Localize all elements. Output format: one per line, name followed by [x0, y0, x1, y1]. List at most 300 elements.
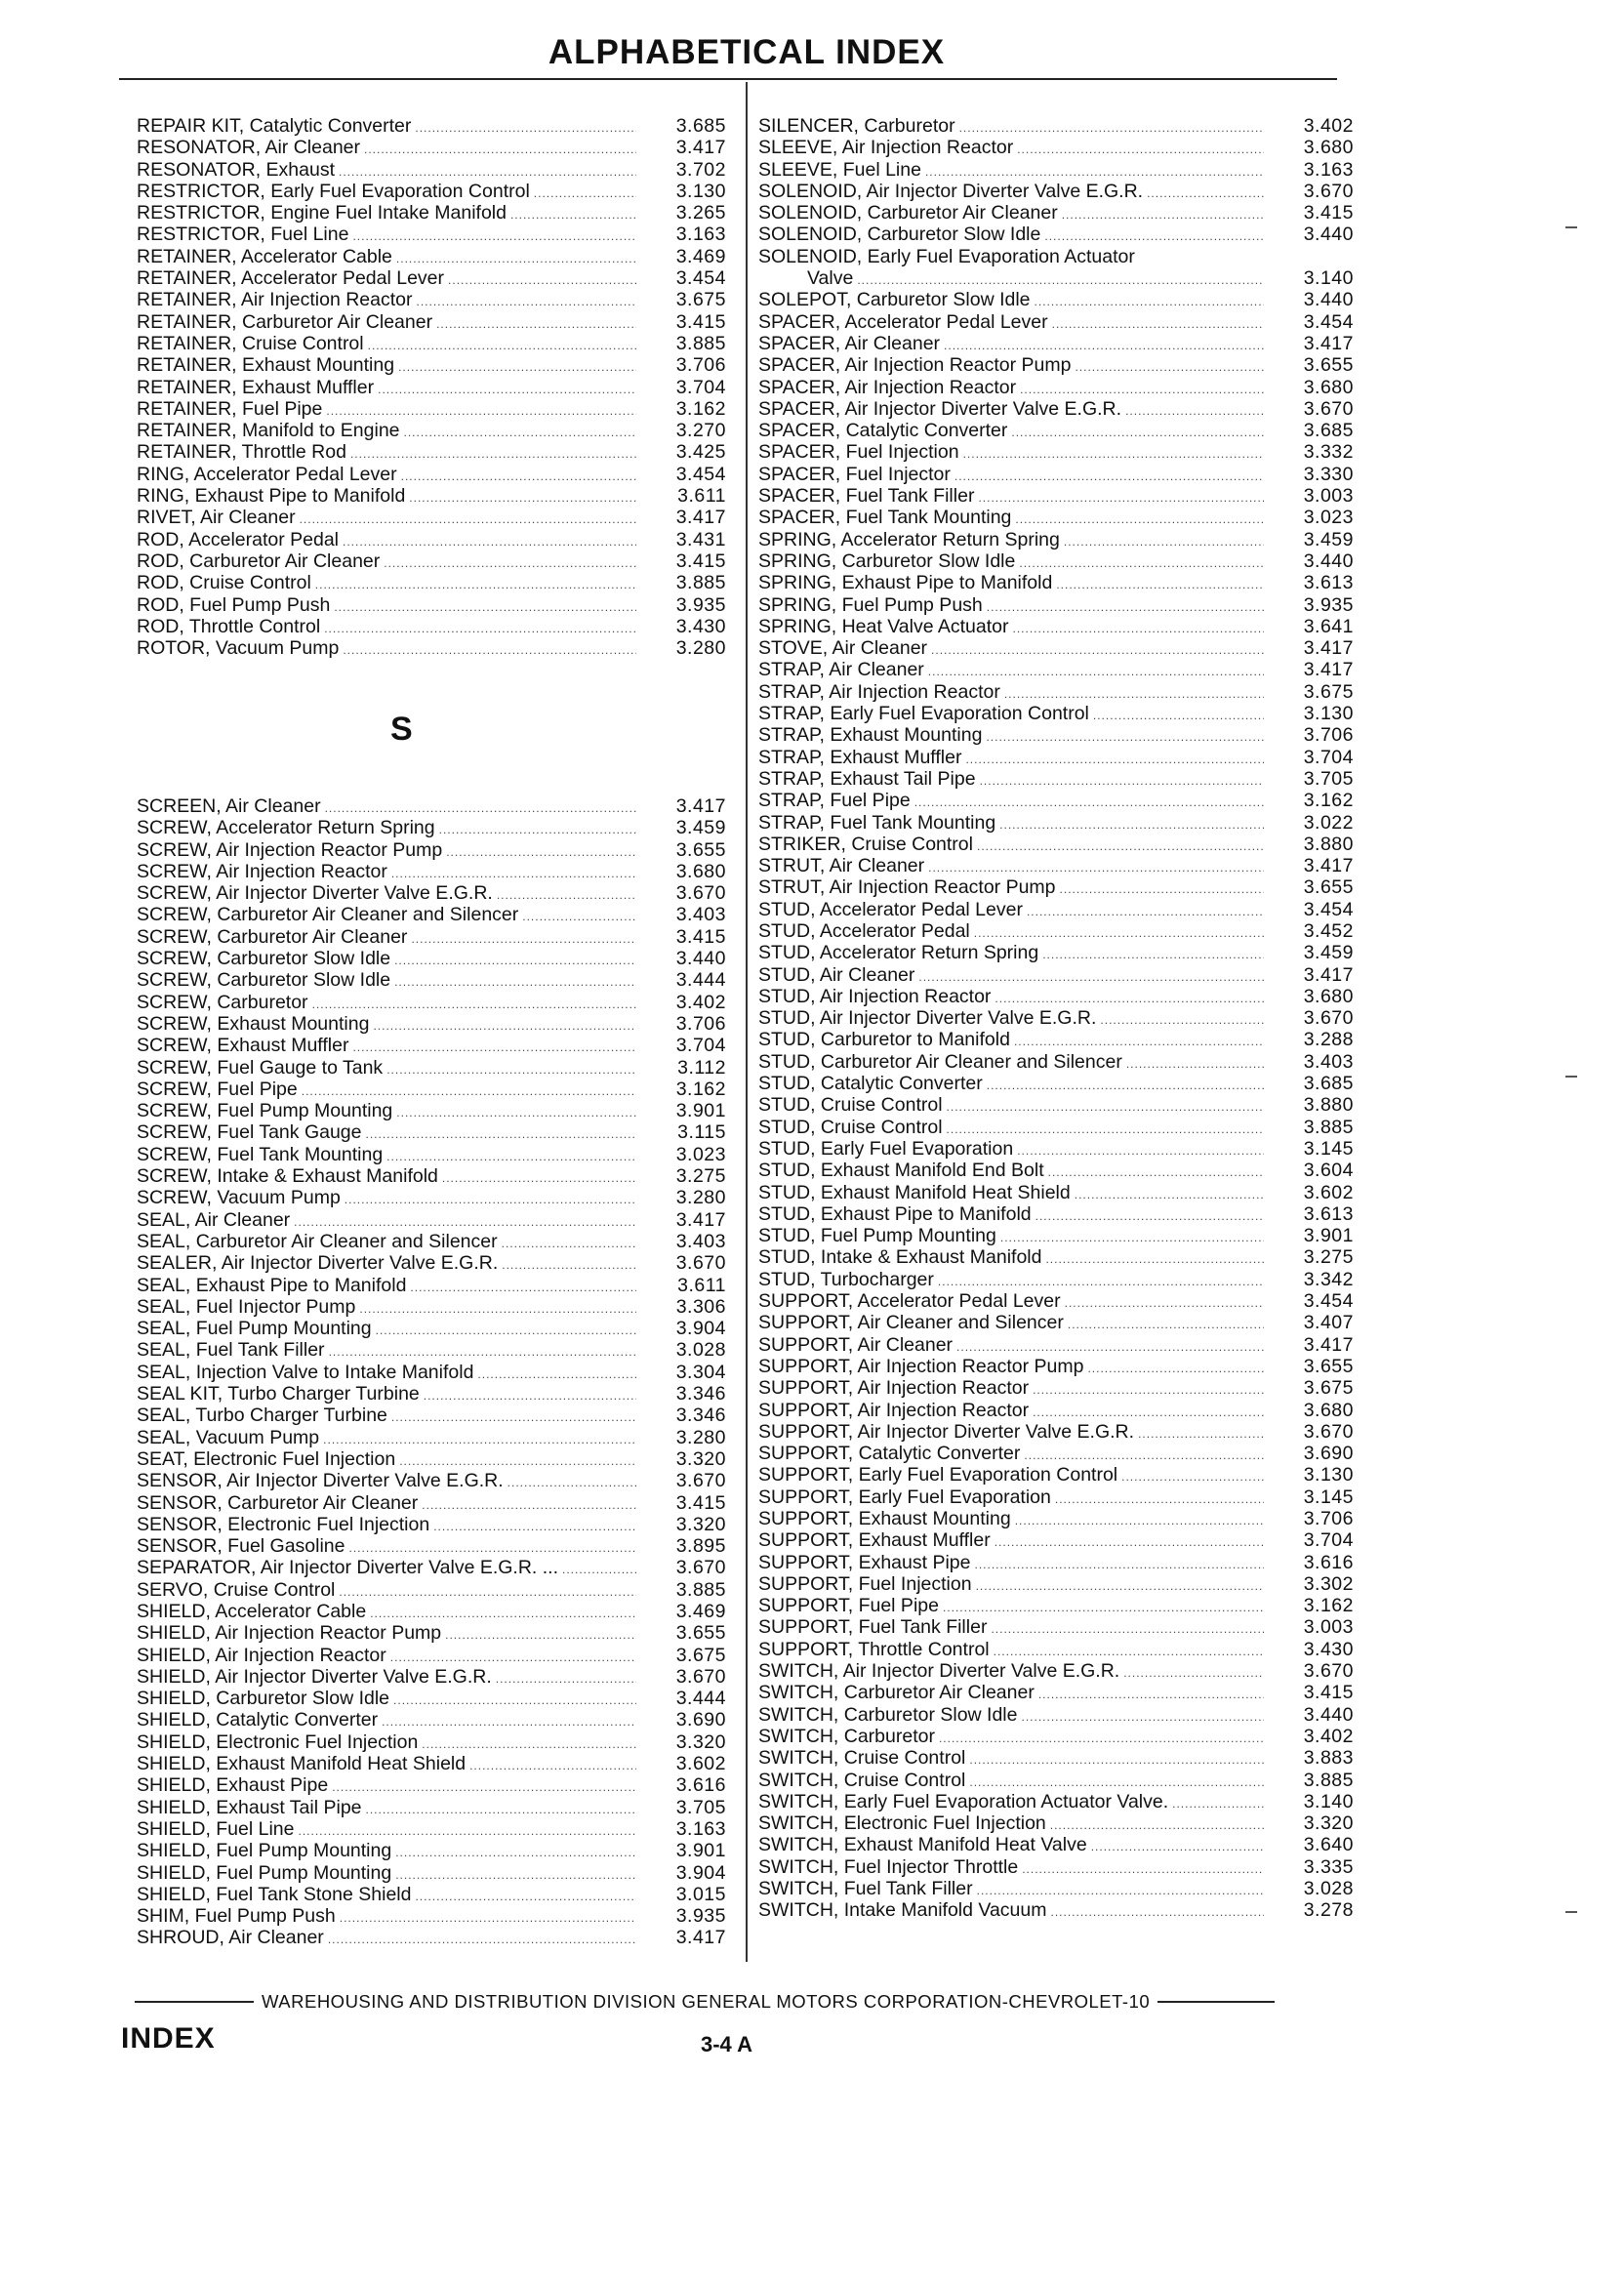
- dot-leader: [422, 1733, 636, 1755]
- entry-name: STRAP, Early Fuel Evaporation Control: [758, 703, 1089, 725]
- entry-name: SUPPORT, Accelerator Pedal Lever: [758, 1290, 1061, 1313]
- index-entry: [758, 964, 1354, 986]
- dot-leader: [315, 574, 636, 595]
- entry-page: 3.901: [1303, 1225, 1354, 1247]
- dot-leader: [1048, 1161, 1264, 1183]
- entry-name: SPACER, Fuel Tank Mounting: [758, 507, 1012, 529]
- index-entry: [137, 948, 726, 969]
- entry-name: STRAP, Fuel Tank Mounting: [758, 811, 996, 834]
- right-column: [758, 115, 1354, 1922]
- entry-page: 3.162: [1303, 790, 1354, 812]
- entry-name: SEAL, Vacuum Pump: [137, 1426, 320, 1448]
- entry-name: STUD, Accelerator Pedal Lever: [758, 898, 1023, 920]
- entry-page: 3.454: [1303, 1290, 1354, 1313]
- index-entry: [758, 1073, 1354, 1094]
- dot-leader: [1056, 574, 1264, 595]
- entry-page: 3.145: [1303, 1486, 1354, 1508]
- entry-name: SCREW, Accelerator Return Spring: [137, 817, 435, 839]
- index-entry: [758, 485, 1354, 507]
- entry-page: 3.417: [675, 795, 726, 817]
- entry-page: 3.459: [675, 817, 726, 839]
- index-entry: [137, 1470, 726, 1491]
- index-entry: [137, 1079, 726, 1100]
- entry-page: 3.330: [1303, 463, 1354, 485]
- index-entry: [137, 1601, 726, 1622]
- entry-name: SCREW, Carburetor Slow Idle: [137, 948, 391, 970]
- entry-name: SPACER, Catalytic Converter: [758, 420, 1008, 442]
- index-entry: [137, 1622, 726, 1644]
- entry-name: SCREW, Fuel Tank Gauge: [137, 1121, 362, 1144]
- dot-leader: [1024, 1445, 1264, 1466]
- entry-page: 3.140: [1303, 267, 1354, 290]
- index-entry: [137, 246, 726, 267]
- entry-page: 3.280: [675, 637, 726, 660]
- entry-name: SOLENOID, Early Fuel Evaporation Actuator: [758, 245, 1135, 267]
- entry-page: 3.611: [677, 485, 726, 508]
- index-entry: [758, 181, 1354, 202]
- dot-leader: [378, 379, 636, 400]
- index-entry: [137, 289, 726, 310]
- entry-page: 3.705: [1303, 767, 1354, 790]
- entry-page: 3.670: [675, 1665, 726, 1688]
- entry-name: SHIELD, Catalytic Converter: [137, 1709, 379, 1731]
- entry-page: 3.880: [1303, 1094, 1354, 1117]
- dot-leader: [396, 1102, 636, 1123]
- entry-name: SWITCH, Carburetor Slow Idle: [758, 1703, 1018, 1726]
- entry-name: SOLENOID, Carburetor Air Cleaner: [758, 202, 1058, 224]
- entry-page: 3.670: [1303, 397, 1354, 420]
- dot-leader: [416, 291, 636, 312]
- entry-name: STRAP, Exhaust Tail Pipe: [758, 767, 976, 790]
- dot-leader: [502, 1233, 636, 1254]
- index-entry: [758, 1616, 1354, 1638]
- entry-page: 3.675: [675, 1644, 726, 1666]
- entry-name: SUPPORT, Fuel Injection: [758, 1572, 972, 1595]
- index-entry: [137, 1231, 726, 1252]
- entry-page: 3.706: [1303, 724, 1354, 747]
- dot-leader: [1138, 1423, 1264, 1445]
- dot-leader: [522, 906, 636, 927]
- dot-leader: [1033, 1402, 1264, 1423]
- index-entry: [758, 834, 1354, 855]
- dot-leader: [469, 1755, 636, 1776]
- index-entry: [137, 1035, 726, 1056]
- entry-page: 3.415: [675, 1491, 726, 1514]
- entry-name: SEAL, Air Cleaner: [137, 1208, 291, 1231]
- entry-page: 3.469: [675, 1600, 726, 1622]
- dot-leader: [325, 797, 636, 819]
- index-entry: [758, 1770, 1354, 1791]
- dot-leader: [1123, 1662, 1264, 1684]
- entry-name: SHIELD, Exhaust Manifold Heat Shield: [137, 1753, 467, 1775]
- entry-page: 3.342: [1303, 1268, 1354, 1290]
- entry-page: 3.130: [1303, 1464, 1354, 1486]
- entry-name: ROD, Cruise Control: [137, 572, 311, 594]
- index-entry: [758, 876, 1354, 898]
- index-entry: [137, 1557, 726, 1578]
- margin-mark: [1565, 1076, 1577, 1078]
- index-entry: [137, 969, 726, 991]
- entry-name: SCREW, Vacuum Pump: [137, 1187, 341, 1209]
- entry-name: SWITCH, Cruise Control: [758, 1747, 966, 1770]
- entry-name: SHIELD, Electronic Fuel Injection: [137, 1730, 419, 1753]
- entry-name: SHIELD, Fuel Pump Mounting: [137, 1861, 392, 1884]
- index-entry: [137, 377, 726, 398]
- left-column-top: [137, 115, 726, 659]
- entry-name: SPRING, Accelerator Return Spring: [758, 528, 1060, 550]
- entry-page: 3.680: [1303, 1399, 1354, 1421]
- dot-leader: [343, 531, 636, 552]
- index-entry: [137, 1339, 726, 1361]
- entry-page: 3.417: [675, 137, 726, 159]
- entry-name: SEPARATOR, Air Injector Diverter Valve E.G.R. ...: [137, 1557, 559, 1579]
- dot-leader: [1051, 1901, 1265, 1923]
- entry-name: STUD, Exhaust Pipe to Manifold: [758, 1202, 1032, 1225]
- entry-name: STRAP, Fuel Pipe: [758, 790, 911, 812]
- entry-page: 3.023: [675, 1143, 726, 1165]
- entry-page: 3.402: [1303, 115, 1354, 137]
- entry-page: 3.640: [1303, 1834, 1354, 1856]
- dot-leader: [1022, 1858, 1264, 1880]
- index-entry: [137, 181, 726, 202]
- entry-page: 3.454: [1303, 898, 1354, 920]
- entry-name: SPACER, Air Injection Reactor: [758, 376, 1017, 398]
- entry-page: 3.655: [1303, 354, 1354, 377]
- dot-leader: [1052, 313, 1264, 335]
- entry-name: STUD, Intake & Exhaust Manifold: [758, 1246, 1042, 1269]
- dot-leader: [1035, 291, 1264, 312]
- dot-leader: [442, 1167, 636, 1189]
- index-entry: [758, 1007, 1354, 1029]
- entry-page: 3.670: [675, 1252, 726, 1275]
- entry-page: 3.278: [1303, 1899, 1354, 1922]
- index-entry: [758, 703, 1354, 724]
- dot-leader: [980, 770, 1264, 792]
- index-entry: [137, 1209, 726, 1231]
- entry-page: 3.163: [675, 1817, 726, 1840]
- entry-page: 3.454: [675, 463, 726, 485]
- index-entry: [137, 1296, 726, 1318]
- entry-page: 3.145: [1303, 1137, 1354, 1160]
- index-entry: [137, 1383, 726, 1405]
- dot-leader: [928, 661, 1264, 682]
- entry-page: 3.706: [1303, 1508, 1354, 1529]
- entry-name: STUD, Air Cleaner: [758, 963, 915, 986]
- entry-name: STUD, Carburetor Air Cleaner and Silencer: [758, 1050, 1122, 1073]
- dot-leader: [999, 814, 1264, 835]
- dot-leader: [1060, 878, 1264, 900]
- dot-leader: [339, 1581, 636, 1603]
- entry-name: SHIELD, Air Injector Diverter Valve E.G.R.: [137, 1665, 492, 1688]
- dot-leader: [1126, 1053, 1264, 1075]
- index-entry: [758, 507, 1354, 528]
- dot-leader: [393, 1690, 636, 1711]
- entry-page: 3.440: [1303, 550, 1354, 572]
- index-entry: [758, 1160, 1354, 1181]
- entry-page: 3.680: [675, 860, 726, 882]
- dot-leader: [943, 1597, 1264, 1618]
- index-entry: [137, 1797, 726, 1818]
- entry-page: 3.655: [1303, 1355, 1354, 1377]
- dot-leader: [562, 1559, 636, 1580]
- entry-name: SUPPORT, Air Injection Reactor: [758, 1399, 1030, 1421]
- index-entry: [137, 992, 726, 1013]
- entry-page: 3.417: [1303, 1333, 1354, 1356]
- dot-leader: [324, 618, 636, 639]
- index-entry: [758, 1029, 1354, 1050]
- index-entry: [137, 1187, 726, 1208]
- index-entry: [137, 115, 726, 137]
- entry-page: 3.706: [675, 354, 726, 377]
- entry-name: SPACER, Air Injector Diverter Valve E.G.R.: [758, 397, 1122, 420]
- dot-leader: [925, 161, 1264, 183]
- entry-page: 3.680: [1303, 376, 1354, 398]
- entry-name: SLEEVE, Air Injection Reactor: [758, 137, 1014, 159]
- entry-page: 3.885: [1303, 1769, 1354, 1791]
- dot-leader: [965, 749, 1264, 770]
- dot-leader: [1015, 1510, 1264, 1531]
- dot-leader: [391, 1406, 636, 1428]
- dot-leader: [1064, 531, 1264, 552]
- index-entry: [758, 855, 1354, 876]
- index-entry: [137, 159, 726, 181]
- entry-page: 3.403: [675, 1230, 726, 1252]
- index-entry: [137, 1144, 726, 1165]
- entry-page: 3.302: [1303, 1572, 1354, 1595]
- entry-page: 3.655: [675, 838, 726, 861]
- index-entry: [137, 1905, 726, 1927]
- entry-name: SCREW, Exhaust Muffler: [137, 1035, 349, 1057]
- dot-leader: [352, 225, 636, 247]
- entry-name: STUD, Early Fuel Evaporation: [758, 1137, 1014, 1160]
- index-entry: [758, 1595, 1354, 1616]
- dot-leader: [975, 1554, 1265, 1575]
- index-entry: [758, 1747, 1354, 1769]
- entry-page: 3.335: [1303, 1855, 1354, 1878]
- dot-leader: [931, 639, 1264, 661]
- index-entry: [758, 1660, 1354, 1682]
- dot-leader: [394, 950, 636, 971]
- entry-page: 3.306: [675, 1295, 726, 1318]
- entry-name: SPACER, Air Cleaner: [758, 332, 941, 354]
- index-entry: [137, 1645, 726, 1666]
- entry-name: STRAP, Exhaust Muffler: [758, 746, 962, 768]
- index-entry: [137, 1884, 726, 1905]
- index-entry: [758, 572, 1354, 593]
- dot-leader: [332, 1776, 636, 1798]
- dot-leader: [978, 487, 1264, 509]
- entry-name: SPACER, Fuel Injection: [758, 441, 959, 464]
- dot-leader: [939, 1728, 1264, 1749]
- dot-leader: [399, 1450, 636, 1472]
- dot-leader: [918, 966, 1264, 988]
- margin-mark: [1565, 226, 1577, 228]
- index-entry: [137, 572, 726, 593]
- entry-name: ROTOR, Vacuum Pump: [137, 637, 340, 660]
- entry-name: SENSOR, Air Injector Diverter Valve E.G.R.: [137, 1470, 504, 1492]
- entry-page: 3.670: [1303, 1420, 1354, 1443]
- index-entry: [758, 724, 1354, 746]
- entry-name: SPACER, Accelerator Pedal Lever: [758, 310, 1048, 333]
- dot-leader: [974, 922, 1264, 944]
- dot-leader: [415, 117, 636, 139]
- dot-leader: [947, 1096, 1264, 1118]
- entry-name: SPRING, Fuel Pump Push: [758, 593, 983, 616]
- dot-leader: [1042, 944, 1264, 965]
- entry-name: RETAINER, Exhaust Muffler: [137, 376, 375, 398]
- dot-leader: [1091, 1836, 1264, 1857]
- index-entry: [758, 1878, 1354, 1899]
- index-entry: [758, 1508, 1354, 1529]
- dot-leader: [1017, 139, 1264, 160]
- entry-page: 3.417: [1303, 637, 1354, 660]
- dot-leader: [329, 1341, 636, 1363]
- dot-leader: [914, 792, 1264, 813]
- dot-leader: [294, 1211, 636, 1233]
- entry-name: RETAINER, Cruise Control: [137, 332, 364, 354]
- entry-name: SCREW, Fuel Gauge to Tank: [137, 1056, 384, 1079]
- dot-leader: [1038, 1684, 1264, 1705]
- entry-name: SWITCH, Intake Manifold Vacuum: [758, 1899, 1047, 1922]
- entry-page: 3.901: [675, 1840, 726, 1862]
- dot-leader: [411, 928, 636, 950]
- index-entry: [137, 594, 726, 616]
- entry-name: RESTRICTOR, Fuel Line: [137, 224, 349, 246]
- dot-leader: [386, 1146, 636, 1167]
- entry-name: SCREW, Carburetor Air Cleaner and Silencer: [137, 904, 519, 926]
- entry-name: SOLENOID, Carburetor Slow Idle: [758, 224, 1041, 246]
- dot-leader: [976, 1575, 1264, 1597]
- entry-page: 3.454: [675, 267, 726, 290]
- dot-leader: [352, 1037, 636, 1058]
- entry-name: STRAP, Exhaust Mounting: [758, 724, 983, 747]
- index-entry: [758, 986, 1354, 1007]
- index-entry: [137, 1753, 726, 1774]
- index-entry: [137, 1731, 726, 1753]
- index-entry: [758, 637, 1354, 659]
- entry-name: SPACER, Fuel Injector: [758, 463, 951, 485]
- entry-name: SWITCH, Carburetor Air Cleaner: [758, 1682, 1035, 1704]
- dot-leader: [364, 139, 636, 160]
- index-entry: [758, 942, 1354, 963]
- entry-name: SLEEVE, Fuel Line: [758, 158, 921, 181]
- dot-leader: [963, 443, 1264, 465]
- dot-leader: [396, 248, 636, 269]
- entry-page: 3.417: [1303, 659, 1354, 681]
- index-entry: [758, 1377, 1354, 1399]
- dot-leader: [1015, 509, 1264, 530]
- entry-page: 3.402: [675, 991, 726, 1013]
- dot-leader: [326, 400, 636, 422]
- entry-name: STUD, Catalytic Converter: [758, 1073, 983, 1095]
- index-entry: [758, 1246, 1354, 1268]
- index-entry: [758, 1269, 1354, 1290]
- entry-page: 3.602: [675, 1753, 726, 1775]
- entry-page: 3.444: [675, 1688, 726, 1710]
- entry-name: ROD, Carburetor Air Cleaner: [137, 550, 381, 572]
- dot-leader: [502, 1254, 636, 1276]
- entry-name: ROD, Fuel Pump Push: [137, 593, 331, 616]
- index-entry: [758, 529, 1354, 550]
- index-entry: [758, 1704, 1354, 1726]
- page-title: ALPHABETICAL INDEX: [548, 33, 946, 71]
- entry-page: 3.346: [675, 1405, 726, 1427]
- title-rule: [119, 78, 1337, 80]
- dot-leader: [969, 1771, 1264, 1793]
- index-entry: [758, 420, 1354, 441]
- dot-leader: [340, 1907, 636, 1929]
- entry-name: RESTRICTOR, Engine Fuel Intake Manifold: [137, 202, 507, 224]
- dot-leader: [386, 1059, 636, 1080]
- entry-page: 3.440: [1303, 224, 1354, 246]
- entry-name: STUD, Fuel Pump Mounting: [758, 1225, 996, 1247]
- entry-name: STUD, Exhaust Manifold End Bolt: [758, 1160, 1044, 1182]
- entry-page: 3.685: [1303, 420, 1354, 442]
- index-entry: [758, 1791, 1354, 1812]
- entry-page: 3.459: [1303, 528, 1354, 550]
- entry-name: RESTRICTOR, Early Fuel Evaporation Control: [137, 180, 530, 202]
- dot-leader: [1000, 1227, 1264, 1248]
- dot-leader: [1065, 1292, 1264, 1314]
- dot-leader: [373, 1015, 636, 1037]
- index-entry: [137, 1362, 726, 1383]
- entry-name: SUPPORT, Air Cleaner and Silencer: [758, 1312, 1064, 1334]
- index-entry: [137, 1840, 726, 1861]
- entry-name: SHIELD, Exhaust Tail Pipe: [137, 1796, 362, 1818]
- dot-leader: [954, 466, 1264, 487]
- entry-name: SEAL, Fuel Tank Filler: [137, 1339, 325, 1362]
- dot-leader: [409, 487, 636, 509]
- dot-leader: [986, 726, 1264, 748]
- entry-name: SERVO, Cruise Control: [137, 1578, 336, 1601]
- index-entry: [758, 311, 1354, 333]
- entry-page: 3.130: [675, 180, 726, 202]
- entry-name: SUPPORT, Air Injector Diverter Valve E.G.R.: [758, 1420, 1135, 1443]
- index-entry: [758, 899, 1354, 920]
- index-entry: [137, 1579, 726, 1601]
- index-entry: [137, 1165, 726, 1187]
- dot-leader: [991, 1618, 1264, 1640]
- entry-name: SPRING, Carburetor Slow Idle: [758, 550, 1016, 572]
- entry-page: 3.028: [675, 1339, 726, 1362]
- entry-page: 3.702: [675, 158, 726, 181]
- dot-leader: [339, 161, 636, 183]
- index-entry: [758, 1421, 1354, 1443]
- entry-name: SEAT, Electronic Fuel Injection: [137, 1447, 396, 1470]
- entry-page: 3.454: [1303, 310, 1354, 333]
- entry-page: 3.417: [1303, 855, 1354, 877]
- entry-page: 3.265: [675, 202, 726, 224]
- index-entry: [758, 333, 1354, 354]
- dot-leader: [312, 994, 636, 1015]
- index-entry: [758, 115, 1354, 137]
- footer-rule-right: [1157, 2001, 1275, 2003]
- index-entry: [137, 529, 726, 550]
- entry-name: STUD, Exhaust Manifold Heat Shield: [758, 1181, 1071, 1203]
- dot-leader: [508, 1472, 636, 1493]
- dot-leader: [1050, 1814, 1264, 1836]
- entry-page: 3.162: [1303, 1595, 1354, 1617]
- entry-name: SHROUD, Air Cleaner: [137, 1927, 324, 1949]
- dot-leader: [390, 1647, 636, 1668]
- index-entry: [758, 1856, 1354, 1878]
- entry-page: 3.675: [675, 289, 726, 311]
- index-entry: [137, 1121, 726, 1143]
- entry-name: STRAP, Air Cleaner: [758, 659, 924, 681]
- dot-leader: [395, 1864, 636, 1886]
- entry-name: SWITCH, Electronic Fuel Injection: [758, 1812, 1046, 1835]
- entry-name: STUD, Accelerator Pedal: [758, 919, 970, 942]
